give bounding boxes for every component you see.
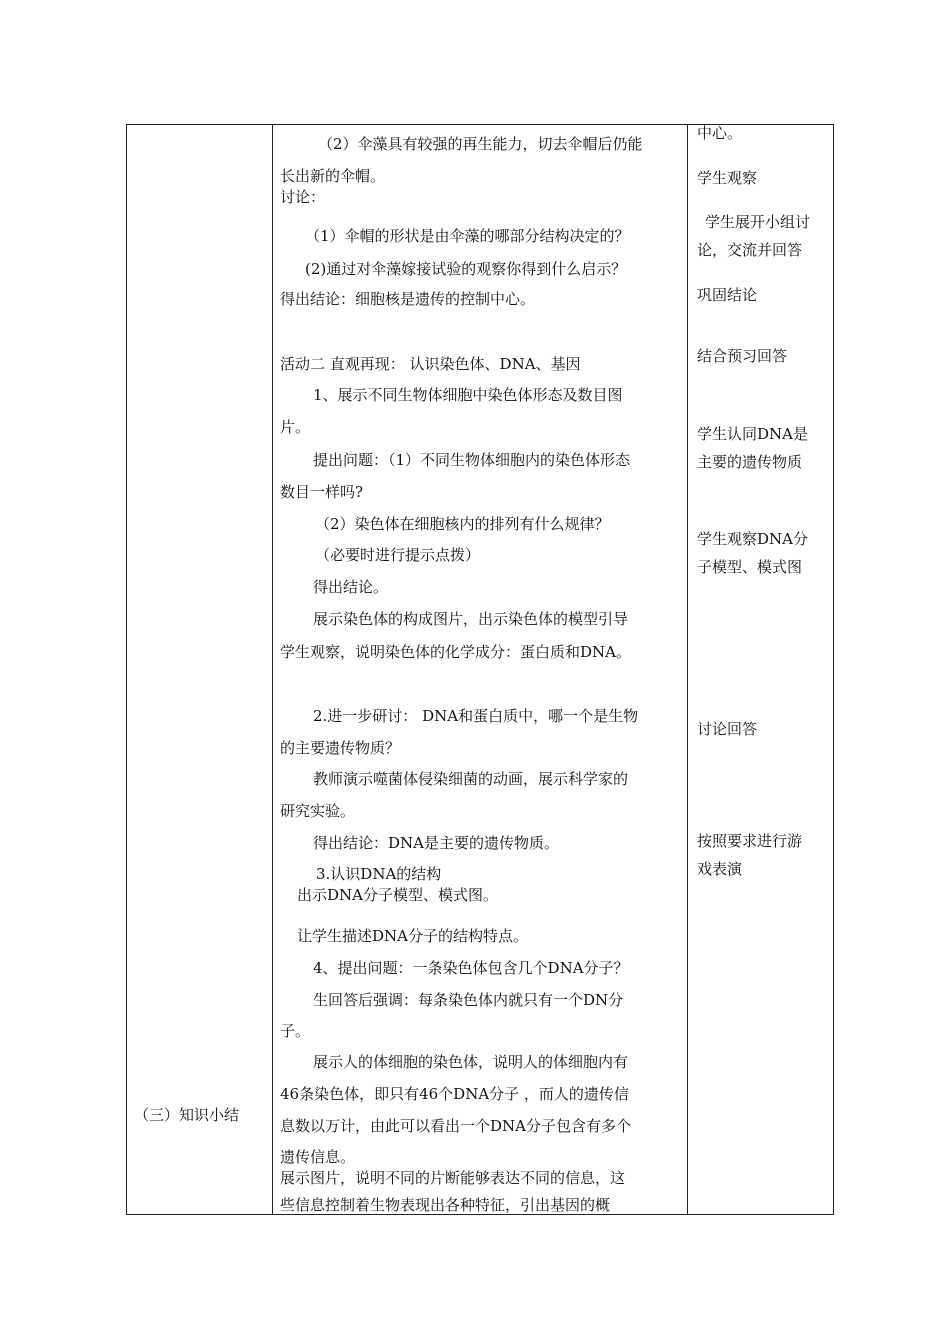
content-line: （1）伞帽的形状是由伞藻的哪部分结构决定的？ — [305, 227, 630, 245]
content-line: 得出结论。 — [313, 578, 389, 596]
student-activity-line: 结合预习回答 — [697, 347, 788, 365]
content-line: 4、提出问题：一条染色体包含几个DNA分子？ — [313, 959, 629, 977]
content-line: 提出问题：（1）不同生物体细胞内的染色体形态 — [313, 451, 631, 469]
student-activity-line: 学生观察 — [697, 169, 758, 187]
student-activity-line: 论，交流并回答 — [697, 241, 803, 259]
content-line: 46条染色体，即只有46个DNA分子 ，而人的遗传信 — [280, 1085, 629, 1103]
student-activity-line: 按照要求进行游 — [697, 832, 803, 850]
content-line: 遗传信息。 — [280, 1148, 356, 1166]
section-title: （三）知识小结 — [134, 1106, 240, 1124]
content-line: （2）染色体在细胞核内的排列有什么规律？ — [315, 515, 610, 533]
content-line: 研究实验。 — [280, 802, 356, 820]
content-line: 片。 — [280, 418, 311, 436]
column-divider — [272, 125, 273, 1214]
content-line: 长出新的伞帽。 — [280, 167, 386, 185]
content-line: 2.进一步研讨： DNA和蛋白质中，哪一个是生物 — [313, 707, 639, 725]
student-activity-line: 主要的遗传物质 — [697, 453, 803, 471]
student-activity-line: 巩固结论 — [697, 286, 758, 304]
student-activity-line: 学生展开小组讨 — [705, 213, 811, 231]
content-line: 3.认识DNA的结构 — [316, 865, 442, 883]
content-line: 活动二 直观再现： 认识染色体、DNA、基因 — [280, 355, 581, 373]
student-activity-line: 中心。 — [697, 124, 743, 142]
content-line: 息数以万计，由此可以看出一个DNA分子包含有多个 — [280, 1117, 631, 1135]
content-line: 子。 — [280, 1022, 311, 1040]
content-line: (2)通过对伞藻嫁接试验的观察你得到什么启示？ — [305, 260, 627, 278]
content-line: 学生观察，说明染色体的化学成分：蛋白质和DNA。 — [280, 643, 631, 661]
content-line: （2）伞藻具有较强的再生能力，切去伞帽后仍能 — [318, 135, 643, 153]
content-line: 得出结论：细胞核是遗传的控制中心。 — [280, 290, 536, 308]
content-line: 展示染色体的构成图片，出示染色体的模型引导 — [313, 610, 629, 628]
content-line: 展示图片，说明不同的片断能够表达不同的信息，这 — [280, 1169, 626, 1187]
student-activity-line: 学生观察DNA分 — [697, 530, 808, 548]
content-line: 数目一样吗? — [280, 483, 364, 501]
column-divider — [687, 125, 688, 1214]
content-line: 些信息控制着生物表现出各种特征，引出基因的概 — [280, 1196, 611, 1214]
content-line: 教师演示噬菌体侵染细菌的动画，展示科学家的 — [313, 770, 629, 788]
student-activity-line: 戏表演 — [697, 860, 743, 878]
content-line: 的主要遗传物质？ — [280, 739, 401, 757]
content-line: 出示DNA分子模型、模式图。 — [297, 886, 498, 904]
content-line: 讨论： — [280, 188, 326, 206]
content-line: 1、展示不同生物体细胞中染色体形态及数目图 — [313, 386, 623, 404]
student-activity-line: 子模型、模式图 — [697, 558, 803, 576]
content-line: 让学生描述DNA分子的结构特点。 — [297, 927, 528, 945]
content-line: 得出结论：DNA是主要的遗传物质。 — [313, 834, 559, 852]
content-line: 展示人的体细胞的染色体，说明人的体细胞内有 — [313, 1053, 629, 1071]
student-activity-line: 讨论回答 — [697, 720, 758, 738]
content-line: （必要时进行提示点拨） — [315, 546, 481, 564]
content-line: 生回答后强调：每条染色体内就只有一个DN分 — [313, 991, 624, 1009]
student-activity-line: 学生认同DNA是 — [697, 425, 808, 443]
